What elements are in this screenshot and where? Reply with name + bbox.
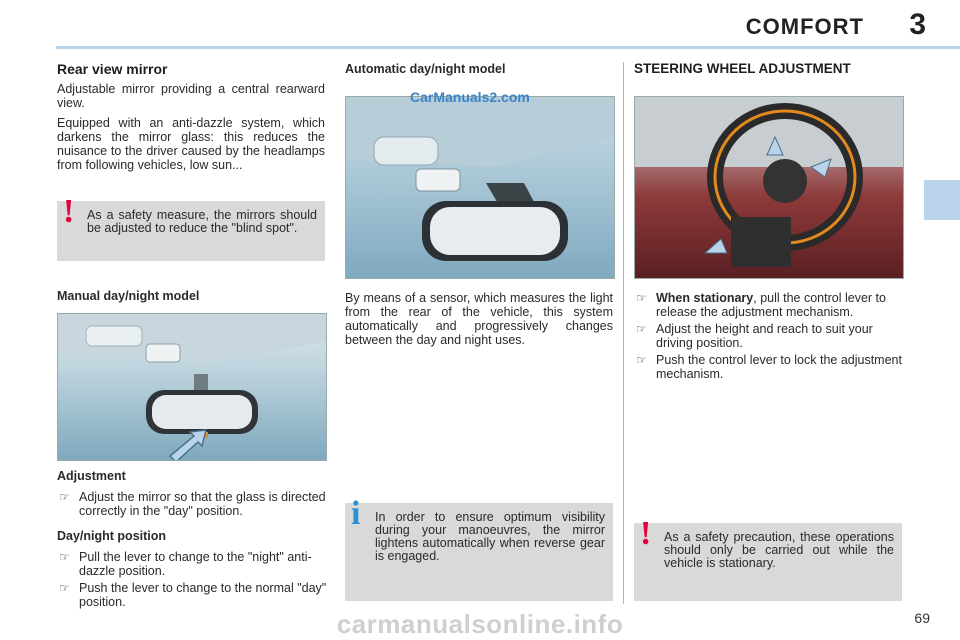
hand-pointer-icon: ☞ xyxy=(59,581,70,595)
anti-dazzle-text: Equipped with an anti-dazzle system, which darkens the mirror glass: this reduces the nuisance to the driver caused by the headlamps from following vehicles, low sun... xyxy=(57,116,325,172)
list-item: ☞ Pull the lever to change to the "night" anti-dazzle position. xyxy=(59,550,312,578)
manual-mirror-image xyxy=(57,313,327,461)
hand-pointer-icon: ☞ xyxy=(59,490,70,504)
chapter-tab[interactable] xyxy=(924,180,960,220)
intro-text: Adjustable mirror providing a central rearward view. xyxy=(57,82,325,110)
steering-heading: STEERING WHEEL ADJUSTMENT xyxy=(634,61,851,76)
list-item: ☞ Push the lever to change to the normal "day" position. xyxy=(59,581,327,609)
automatic-mirror-illustration xyxy=(346,97,614,278)
mirror-warning-note xyxy=(57,193,325,261)
manual-model-block xyxy=(57,289,325,310)
info-icon: i xyxy=(351,495,361,532)
stationary-warning-note xyxy=(634,515,902,601)
warning-icon: ! xyxy=(640,515,652,552)
adjustment-heading: Adjustment xyxy=(57,469,126,483)
footer-watermark: carmanualsonline.info xyxy=(336,609,624,639)
mirror-warning-text: As a safety measure, the mirrors should be adjusted to reduce the "blind spot". xyxy=(87,208,317,235)
list-item: ☞ Push the control lever to lock the adjustment mechanism. xyxy=(636,353,902,381)
manual-model-heading: Manual day/night model xyxy=(57,289,200,303)
sensor-text: By means of a sensor, which measures the light from the rear of the vehicle, this system automatically and progressively changes between the day and night uses. xyxy=(345,291,613,347)
right-column xyxy=(634,62,904,82)
list-item: ☞ When stationary, pull the control lever to release the adjustment mechanism. xyxy=(636,291,886,319)
section-title: COMFORT xyxy=(745,14,864,39)
adjustment-block xyxy=(57,469,327,617)
daynight-heading: Day/night position xyxy=(57,529,167,543)
arrow-lever-icon xyxy=(705,239,727,253)
list-item: ☞ Adjust the height and reach to suit your driving position. xyxy=(636,322,873,350)
hand-pointer-icon: ☞ xyxy=(636,353,647,367)
watermark-text: CarManuals2.com xyxy=(410,89,530,105)
lever-arrow-icon xyxy=(170,430,206,460)
automatic-model-heading: Automatic day/night model xyxy=(345,62,506,76)
steering-wheel-image xyxy=(634,96,904,279)
reverse-info-note xyxy=(345,495,613,601)
page-number: 69 xyxy=(914,610,930,626)
header-rule xyxy=(56,46,960,49)
manual-mirror-illustration xyxy=(58,314,326,460)
hand-pointer-icon: ☞ xyxy=(636,291,647,305)
rear-view-mirror-heading: Rear view mirror xyxy=(57,61,168,77)
list-item: ☞ Adjust the mirror so that the glass is directed correctly in the "day" position. xyxy=(59,490,326,518)
stationary-warning-text: As a safety precaution, these operations should only be carried out while the vehicle is stationary. xyxy=(664,530,894,570)
hand-pointer-icon: ☞ xyxy=(636,322,647,336)
automatic-mirror-image xyxy=(345,96,615,279)
steering-wheel-illustration xyxy=(635,97,903,278)
steering-steps xyxy=(634,291,904,389)
warning-icon: ! xyxy=(63,193,75,230)
hand-pointer-icon: ☞ xyxy=(59,550,70,564)
chapter-number: 3 xyxy=(909,8,926,41)
middle-column xyxy=(345,62,613,83)
column-divider xyxy=(623,62,624,604)
reverse-info-text: In order to ensure optimum visibility during your manoeuvres, the mirror lightens automatically when reverse gear is engaged. xyxy=(375,510,605,563)
left-column xyxy=(57,62,325,178)
automatic-description xyxy=(345,291,613,353)
